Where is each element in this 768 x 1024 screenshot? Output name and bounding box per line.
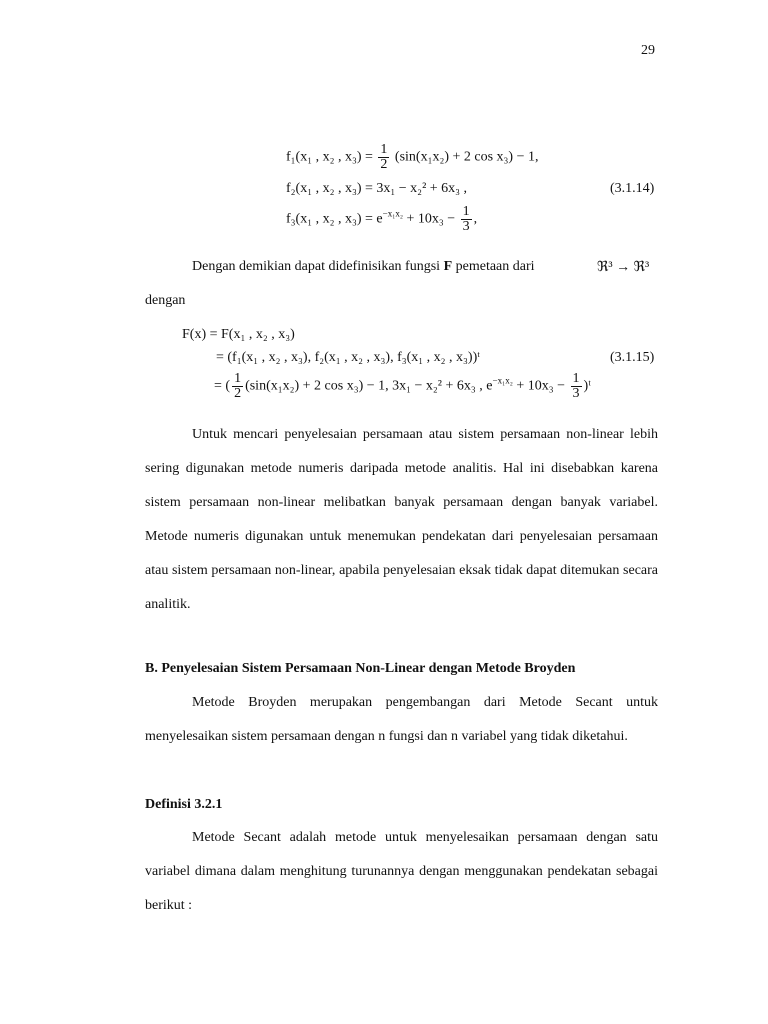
paragraph-numerical-methods: Untuk mencari penyelesaian persamaan atau sistem persamaan non-linear lebih sering digunakan metode numeris daripada metode analitis. Hal ini disebabkan karena sistem persamaan non-linear melibatkan banyak persamaan dengan banyak variabel. Metode numeris digunakan untuk menemukan pendekatan dari penyelesaian persamaan atau sistem persamaan non-linear, apabila penyelesaian eksak tidak dapat ditemukan secara analitik. [145,427,658,612]
eq-3-1-15-line-2: = (f₁(x₁ , x₂ , x₃), f₂(x₁ , x₂ , x₃), f₃(x₁ , x₂ , x₃))ᵗ [216,350,480,365]
eq-3-1-15-line-1: F(x) = F(x₁ , x₂ , x₃) [182,327,295,342]
denominator: 2 [380,157,388,172]
eq-mid: (sin(x₁x₂) + 2 cos x₃) − 1, 3x₁ − x₂² + 6x₃ , e [245,378,493,394]
eq-start: = ( [214,378,231,394]
fraction [378,143,389,172]
intro-continuation: dengan [145,293,186,308]
bold-symbol-F: F [443,259,453,274]
equation-number-3-1-14: (3.1.14) [610,181,655,196]
fraction [232,372,243,401]
eq-rhs: (sin(x₁x₂) + 2 cos x₃) − 1, [394,149,539,165]
numerator: 1 [572,371,580,386]
intro-text-after: pemetaan dari [452,259,535,274]
eq-3-1-14-line-2: f₂(x₁ , x₂ , x₃) = 3x₁ − x₂² + 6x₃ , [286,181,468,196]
eq-lhs: f₁(x₁ , x₂ , x₃) = [286,149,373,165]
exponent: −x₁x₂ [382,208,403,219]
denominator: 2 [234,386,242,401]
numerator: 1 [462,204,470,219]
numerator: 1 [380,142,388,157]
eq-3-1-14-line-1 [286,143,539,172]
paragraph-secant: Metode Secant adalah metode untuk menyelesaikan persamaan dengan satu variabel dimana dalam menghitung turunannya dengan menggunakan pendekatan sebagai berikut : [145,830,658,913]
eq-mid-2: + 10x₃ − [516,378,566,394]
definition-heading: Definisi 3.2.1 [145,797,223,812]
fraction [571,372,582,401]
fraction [461,205,472,234]
numerator: 1 [234,371,242,386]
denominator: 3 [572,386,580,401]
exponent: −x₁x₂ [492,375,513,386]
eq-3-1-15-line-3 [214,372,591,401]
paragraph-broyden: Metode Broyden merupakan pengembangan dari Metode Secant untuk menyelesaikan sistem persamaan dengan n fungsi dan n variabel yang tidak diketahui. [145,695,658,744]
eq-mid: + 10x₃ − [406,211,456,227]
equation-number-3-1-15: (3.1.15) [610,350,655,365]
section-heading-b: B. Penyelesaian Sistem Persamaan Non-Linear dengan Metode Broyden [145,661,576,676]
intro-line [192,259,535,275]
mapping-r3-r3: ℜ³ → ℜ³ [597,260,650,275]
denominator: 3 [462,219,470,234]
eq-end: , [473,211,478,227]
page-number: 29 [641,43,655,58]
eq-lhs: f₃(x₁ , x₂ , x₃) = e [286,211,383,227]
eq-3-1-14-line-3 [286,205,477,234]
intro-text: Dengan demikian dapat didefinisikan fungsi [192,259,444,274]
eq-end: )ᵗ [583,378,591,394]
